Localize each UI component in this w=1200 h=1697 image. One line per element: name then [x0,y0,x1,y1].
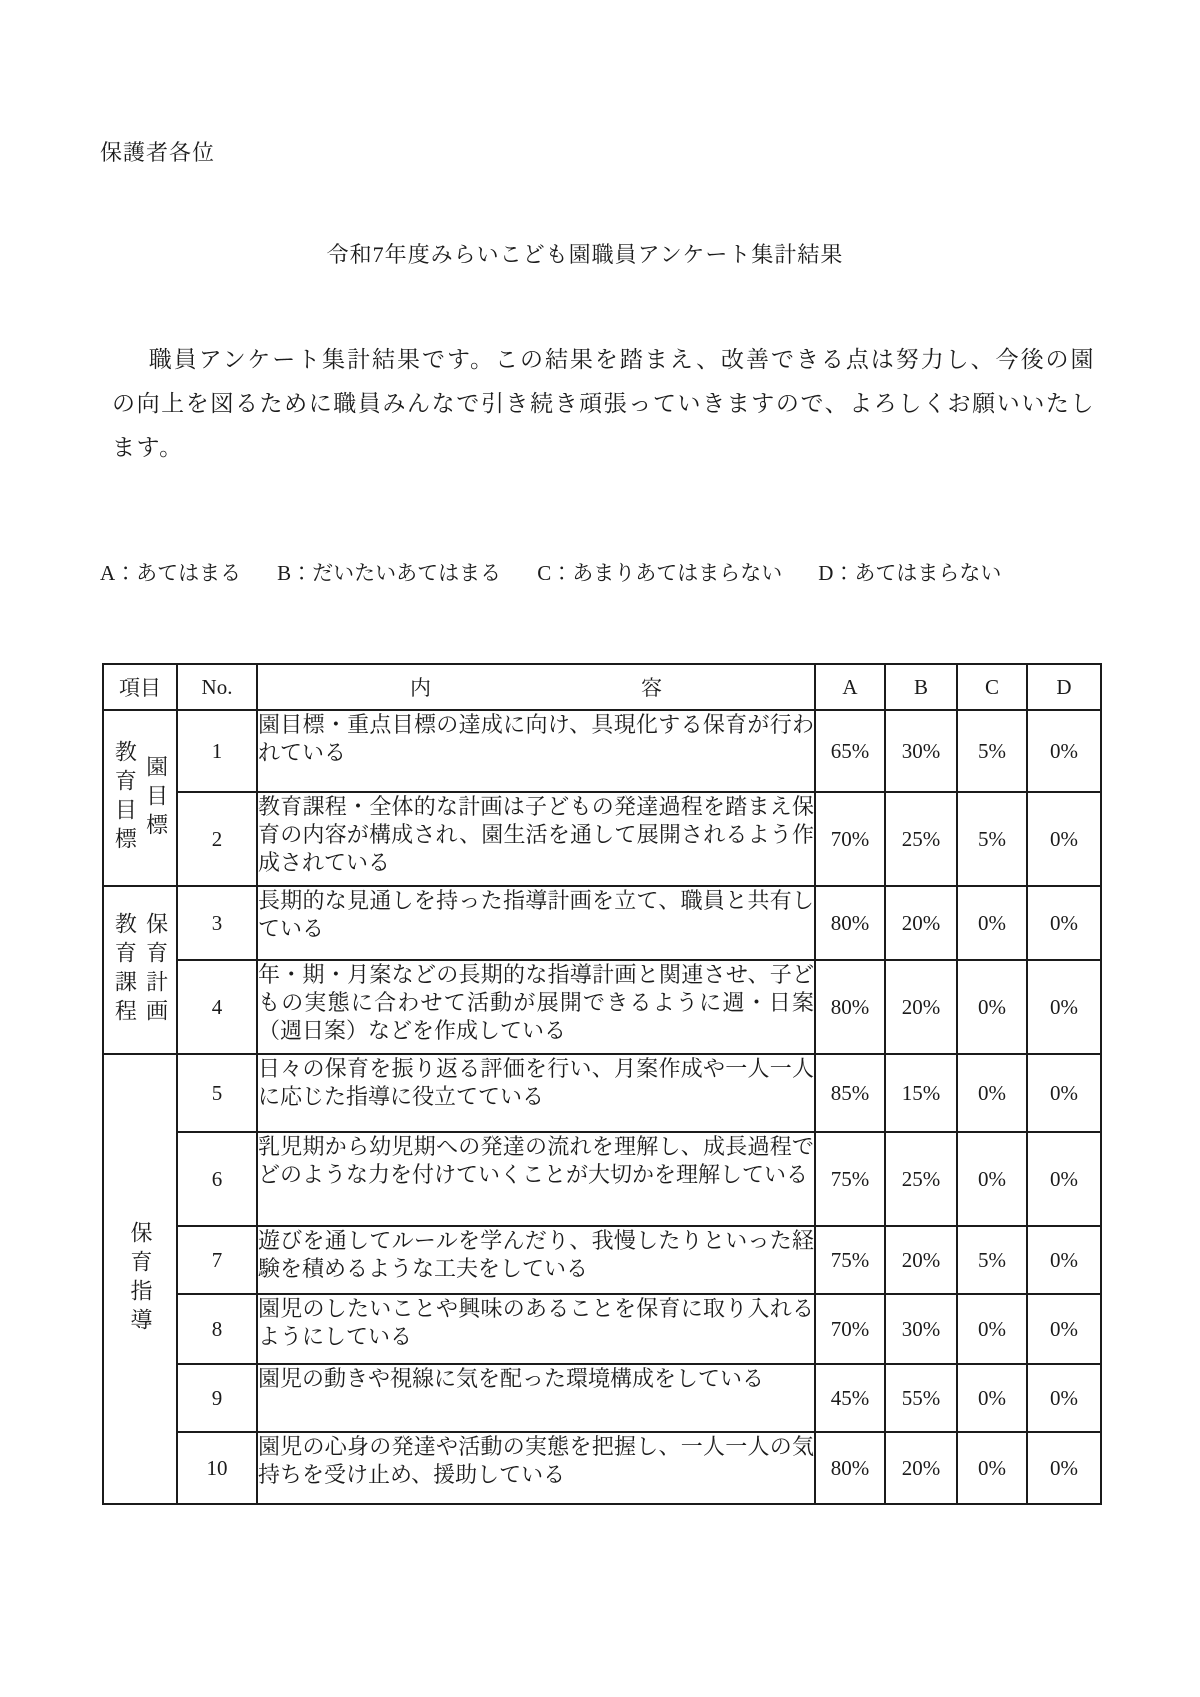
row-number: 8 [177,1294,257,1364]
table-row [103,1226,1101,1294]
col-header-no: No. [177,664,257,710]
score-b: 25% [885,792,957,886]
legend-item-d: D：あてはまらない [818,561,1002,585]
col-header-item: 項目 [103,664,177,710]
score-c: 0% [957,1364,1027,1432]
col-header-content: 内 容 [257,664,815,710]
score-c: 5% [957,792,1027,886]
row-content: 日々の保育を振り返る評価を行い、月案作成や一人一人に応じた指導に役立てている [257,1054,815,1132]
score-c: 5% [957,710,1027,792]
score-b: 25% [885,1132,957,1226]
category-label: 教育目標 [112,740,138,856]
score-b: 55% [885,1364,957,1432]
score-b: 20% [885,960,957,1054]
table-row [103,1294,1101,1364]
score-d: 0% [1027,886,1101,960]
row-number: 1 [177,710,257,792]
score-a: 80% [815,886,885,960]
col-header-b: B [885,664,957,710]
score-c: 0% [957,960,1027,1054]
row-number: 5 [177,1054,257,1132]
score-b: 30% [885,710,957,792]
score-c: 0% [957,1132,1027,1226]
col-header-d: D [1027,664,1101,710]
score-d: 0% [1027,710,1101,792]
table-row [103,1364,1101,1432]
legend-item-c: C：あまりあてはまらない [537,561,783,585]
table-row [103,710,1101,792]
score-c: 0% [957,886,1027,960]
score-d: 0% [1027,1294,1101,1364]
score-a: 75% [815,1226,885,1294]
row-content: 年・期・月案などの長期的な指導計画と関連させ、子どもの実態に合わせて活動が展開できるように週・日案（週日案）などを作成している [257,960,815,1054]
category-sublabel: 保育計画 [143,912,169,1028]
score-c: 0% [957,1054,1027,1132]
score-c: 0% [957,1432,1027,1504]
table-row [103,886,1101,960]
score-d: 0% [1027,1054,1101,1132]
score-b: 15% [885,1054,957,1132]
score-a: 80% [815,1432,885,1504]
score-a: 80% [815,960,885,1054]
category-label: 保育指導 [128,1221,153,1337]
score-c: 5% [957,1226,1027,1294]
table-row [103,960,1101,1054]
row-number: 2 [177,792,257,886]
row-content: 園児の動きや視線に気を配った環境構成をしている [257,1364,815,1432]
col-header-c: C [957,664,1027,710]
score-a: 85% [815,1054,885,1132]
row-content: 遊びを通してルールを学んだり、我慢したりといった経験を積めるような工夫をしている [257,1226,815,1294]
row-number: 9 [177,1364,257,1432]
score-d: 0% [1027,1226,1101,1294]
intro-paragraph: 職員アンケート集計結果です。この結果を踏まえ、改善できる点は努力し、今後の園の向上を図るために職員みんなで引き続き頑張っていきますので、よろしくお願いいたします。 [112,347,1095,461]
table-row [103,1054,1101,1132]
score-b: 30% [885,1294,957,1364]
legend-item-a: A：あてはまる [100,561,242,585]
row-number: 10 [177,1432,257,1504]
survey-results-table [102,663,1102,1505]
table-row [103,1432,1101,1504]
score-b: 20% [885,1432,957,1504]
score-d: 0% [1027,792,1101,886]
score-d: 0% [1027,1364,1101,1432]
header-row [103,664,1101,710]
score-d: 0% [1027,1132,1101,1226]
row-number: 6 [177,1132,257,1226]
score-d: 0% [1027,1432,1101,1504]
row-content: 園児の心身の発達や活動の実態を把握し、一人一人の気持ちを受け止め、援助している [257,1432,815,1504]
col-header-a: A [815,664,885,710]
table-row [103,1132,1101,1226]
recipient-line: 保護者各位 [100,140,216,165]
category-cell-childcare-guidance [103,1054,177,1504]
row-number: 7 [177,1226,257,1294]
score-b: 20% [885,1226,957,1294]
row-number: 3 [177,886,257,960]
score-a: 75% [815,1132,885,1226]
row-content: 園目標・重点目標の達成に向け、具現化する保育が行われている [257,710,815,792]
table-row [103,792,1101,886]
score-c: 0% [957,1294,1027,1364]
document-title: 令和7年度みらいこども園職員アンケート集計結果 [326,242,844,267]
row-content: 乳児期から幼児期への発達の流れを理解し、成長過程でどのような力を付けていくことが大切かを理解している [257,1132,815,1226]
score-a: 45% [815,1364,885,1432]
category-cell-curriculum [103,886,177,1054]
score-a: 65% [815,710,885,792]
row-content: 園児のしたいことや興味のあることを保育に取り入れるようにしている [257,1294,815,1364]
category-sublabel: 園目標 [143,754,169,842]
category-cell-education-goals [103,710,177,886]
score-a: 70% [815,1294,885,1364]
score-a: 70% [815,792,885,886]
score-b: 20% [885,886,957,960]
category-label: 教育課程 [112,912,138,1028]
legend-item-b: B：だいたいあてはまる [277,561,502,585]
row-number: 4 [177,960,257,1054]
answer-legend [100,557,1100,587]
row-content: 教育課程・全体的な計画は子どもの発達過程を踏まえ保育の内容が構成され、園生活を通して展開されるよう作成されている [257,792,815,886]
row-content: 長期的な見通しを持った指導計画を立て、職員と共有している [257,886,815,960]
score-d: 0% [1027,960,1101,1054]
